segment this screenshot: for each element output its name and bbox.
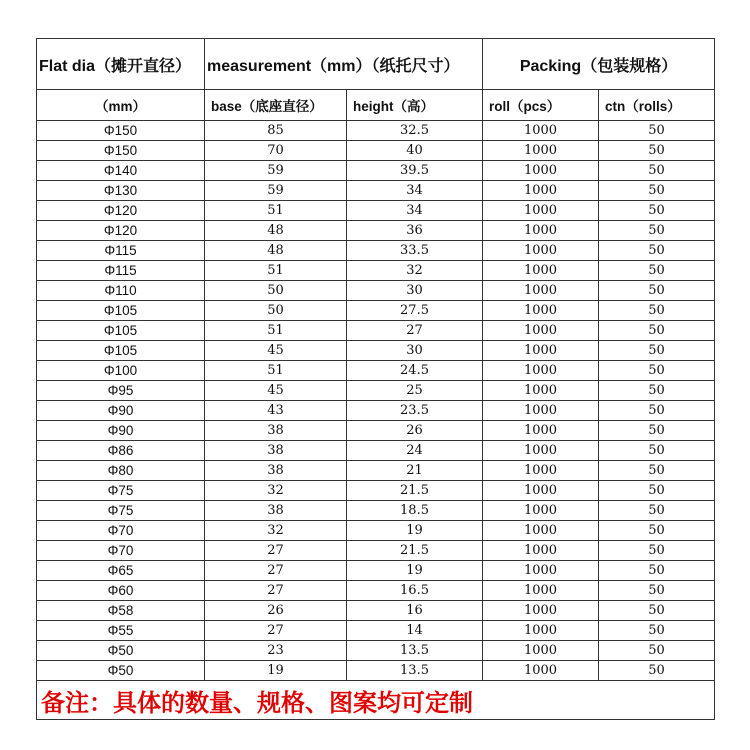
roll-cell: 1000 bbox=[483, 301, 599, 321]
height-cell: 34 bbox=[347, 181, 483, 201]
ctn-cell: 50 bbox=[599, 481, 715, 501]
height-cell: 30 bbox=[347, 281, 483, 301]
dia-cell: Φ95 bbox=[37, 381, 205, 401]
ctn-cell: 50 bbox=[599, 381, 715, 401]
custom-note: 备注：具体的数量、规格、图案均可定制 bbox=[37, 681, 715, 720]
table-row bbox=[37, 361, 715, 381]
ctn-cell: 50 bbox=[599, 601, 715, 621]
roll-cell: 1000 bbox=[483, 201, 599, 221]
height-cell: 13.5 bbox=[347, 641, 483, 661]
roll-cell: 1000 bbox=[483, 161, 599, 181]
roll-cell: 1000 bbox=[483, 581, 599, 601]
base-cell: 26 bbox=[205, 601, 347, 621]
height-cell: 21.5 bbox=[347, 541, 483, 561]
roll-cell: 1000 bbox=[483, 541, 599, 561]
ctn-cell: 50 bbox=[599, 421, 715, 441]
roll-cell: 1000 bbox=[483, 221, 599, 241]
ctn-cell: 50 bbox=[599, 401, 715, 421]
base-cell: 32 bbox=[205, 521, 347, 541]
table-row bbox=[37, 241, 715, 261]
base-cell: 50 bbox=[205, 281, 347, 301]
base-cell: 48 bbox=[205, 241, 347, 261]
height-cell: 30 bbox=[347, 341, 483, 361]
table-row bbox=[37, 481, 715, 501]
height-cell: 33.5 bbox=[347, 241, 483, 261]
dia-cell: Φ55 bbox=[37, 621, 205, 641]
roll-cell: 1000 bbox=[483, 441, 599, 461]
ctn-cell: 50 bbox=[599, 161, 715, 181]
roll-cell: 1000 bbox=[483, 661, 599, 681]
dia-cell: Φ105 bbox=[37, 341, 205, 361]
base-cell: 59 bbox=[205, 181, 347, 201]
dia-cell: Φ50 bbox=[37, 661, 205, 681]
height-cell: 32 bbox=[347, 261, 483, 281]
base-cell: 51 bbox=[205, 261, 347, 281]
dia-cell: Φ110 bbox=[37, 281, 205, 301]
table-row bbox=[37, 281, 715, 301]
roll-cell: 1000 bbox=[483, 601, 599, 621]
base-cell: 45 bbox=[205, 381, 347, 401]
table-row bbox=[37, 341, 715, 361]
ctn-cell: 50 bbox=[599, 341, 715, 361]
header-roll: roll（pcs） bbox=[483, 90, 599, 121]
base-cell: 38 bbox=[205, 421, 347, 441]
header-flat-dia: Flat dia（摊开直径） bbox=[37, 39, 205, 90]
roll-cell: 1000 bbox=[483, 321, 599, 341]
height-cell: 19 bbox=[347, 521, 483, 541]
dia-cell: Φ75 bbox=[37, 481, 205, 501]
base-cell: 85 bbox=[205, 121, 347, 141]
table-row bbox=[37, 121, 715, 141]
base-cell: 32 bbox=[205, 481, 347, 501]
base-cell: 27 bbox=[205, 581, 347, 601]
ctn-cell: 50 bbox=[599, 361, 715, 381]
height-cell: 16.5 bbox=[347, 581, 483, 601]
table-row bbox=[37, 561, 715, 581]
height-cell: 13.5 bbox=[347, 661, 483, 681]
roll-cell: 1000 bbox=[483, 341, 599, 361]
header-unit: （mm） bbox=[37, 90, 205, 121]
ctn-cell: 50 bbox=[599, 621, 715, 641]
base-cell: 38 bbox=[205, 441, 347, 461]
roll-cell: 1000 bbox=[483, 241, 599, 261]
height-cell: 14 bbox=[347, 621, 483, 641]
table-row bbox=[37, 421, 715, 441]
height-cell: 34 bbox=[347, 201, 483, 221]
ctn-cell: 50 bbox=[599, 181, 715, 201]
height-cell: 25 bbox=[347, 381, 483, 401]
roll-cell: 1000 bbox=[483, 561, 599, 581]
spec-table bbox=[36, 38, 715, 720]
base-cell: 70 bbox=[205, 141, 347, 161]
base-cell: 27 bbox=[205, 541, 347, 561]
dia-cell: Φ70 bbox=[37, 541, 205, 561]
dia-cell: Φ65 bbox=[37, 561, 205, 581]
table-row bbox=[37, 261, 715, 281]
table-row bbox=[37, 581, 715, 601]
header-row-primary bbox=[37, 39, 715, 90]
base-cell: 50 bbox=[205, 301, 347, 321]
base-cell: 23 bbox=[205, 641, 347, 661]
dia-cell: Φ80 bbox=[37, 461, 205, 481]
table-row bbox=[37, 501, 715, 521]
table-row bbox=[37, 441, 715, 461]
ctn-cell: 50 bbox=[599, 301, 715, 321]
ctn-cell: 50 bbox=[599, 501, 715, 521]
dia-cell: Φ100 bbox=[37, 361, 205, 381]
table-row bbox=[37, 461, 715, 481]
ctn-cell: 50 bbox=[599, 321, 715, 341]
dia-cell: Φ90 bbox=[37, 401, 205, 421]
roll-cell: 1000 bbox=[483, 361, 599, 381]
height-cell: 21 bbox=[347, 461, 483, 481]
base-cell: 38 bbox=[205, 461, 347, 481]
header-base: base（底座直径） bbox=[205, 90, 347, 121]
ctn-cell: 50 bbox=[599, 581, 715, 601]
table-row bbox=[37, 141, 715, 161]
dia-cell: Φ130 bbox=[37, 181, 205, 201]
roll-cell: 1000 bbox=[483, 481, 599, 501]
table-row bbox=[37, 661, 715, 681]
header-measurement: measurement（mm）（纸托尺寸） bbox=[205, 39, 483, 90]
height-cell: 24.5 bbox=[347, 361, 483, 381]
table-row bbox=[37, 181, 715, 201]
dia-cell: Φ120 bbox=[37, 201, 205, 221]
base-cell: 51 bbox=[205, 201, 347, 221]
table-row bbox=[37, 641, 715, 661]
table-row bbox=[37, 301, 715, 321]
dia-cell: Φ90 bbox=[37, 421, 205, 441]
base-cell: 59 bbox=[205, 161, 347, 181]
dia-cell: Φ58 bbox=[37, 601, 205, 621]
height-cell: 24 bbox=[347, 441, 483, 461]
dia-cell: Φ75 bbox=[37, 501, 205, 521]
dia-cell: Φ60 bbox=[37, 581, 205, 601]
base-cell: 19 bbox=[205, 661, 347, 681]
ctn-cell: 50 bbox=[599, 121, 715, 141]
dia-cell: Φ120 bbox=[37, 221, 205, 241]
roll-cell: 1000 bbox=[483, 381, 599, 401]
base-cell: 51 bbox=[205, 321, 347, 341]
table-row bbox=[37, 201, 715, 221]
dia-cell: Φ86 bbox=[37, 441, 205, 461]
roll-cell: 1000 bbox=[483, 501, 599, 521]
dia-cell: Φ140 bbox=[37, 161, 205, 181]
roll-cell: 1000 bbox=[483, 621, 599, 641]
header-height: height（高） bbox=[347, 90, 483, 121]
roll-cell: 1000 bbox=[483, 401, 599, 421]
roll-cell: 1000 bbox=[483, 181, 599, 201]
table-row bbox=[37, 621, 715, 641]
base-cell: 48 bbox=[205, 221, 347, 241]
spec-sheet bbox=[36, 38, 714, 720]
dia-cell: Φ115 bbox=[37, 241, 205, 261]
height-cell: 39.5 bbox=[347, 161, 483, 181]
roll-cell: 1000 bbox=[483, 281, 599, 301]
height-cell: 26 bbox=[347, 421, 483, 441]
base-cell: 27 bbox=[205, 561, 347, 581]
ctn-cell: 50 bbox=[599, 281, 715, 301]
table-row bbox=[37, 161, 715, 181]
ctn-cell: 50 bbox=[599, 661, 715, 681]
dia-cell: Φ50 bbox=[37, 641, 205, 661]
base-cell: 51 bbox=[205, 361, 347, 381]
height-cell: 40 bbox=[347, 141, 483, 161]
table-row bbox=[37, 401, 715, 421]
dia-cell: Φ115 bbox=[37, 261, 205, 281]
height-cell: 19 bbox=[347, 561, 483, 581]
height-cell: 21.5 bbox=[347, 481, 483, 501]
ctn-cell: 50 bbox=[599, 441, 715, 461]
roll-cell: 1000 bbox=[483, 421, 599, 441]
height-cell: 36 bbox=[347, 221, 483, 241]
height-cell: 16 bbox=[347, 601, 483, 621]
height-cell: 27 bbox=[347, 321, 483, 341]
ctn-cell: 50 bbox=[599, 241, 715, 261]
ctn-cell: 50 bbox=[599, 461, 715, 481]
dia-cell: Φ150 bbox=[37, 121, 205, 141]
dia-cell: Φ105 bbox=[37, 301, 205, 321]
dia-cell: Φ150 bbox=[37, 141, 205, 161]
table-row bbox=[37, 321, 715, 341]
height-cell: 27.5 bbox=[347, 301, 483, 321]
header-row-secondary bbox=[37, 90, 715, 121]
roll-cell: 1000 bbox=[483, 261, 599, 281]
base-cell: 45 bbox=[205, 341, 347, 361]
ctn-cell: 50 bbox=[599, 521, 715, 541]
note-row bbox=[37, 681, 715, 720]
base-cell: 38 bbox=[205, 501, 347, 521]
roll-cell: 1000 bbox=[483, 141, 599, 161]
roll-cell: 1000 bbox=[483, 461, 599, 481]
table-row bbox=[37, 541, 715, 561]
roll-cell: 1000 bbox=[483, 121, 599, 141]
roll-cell: 1000 bbox=[483, 521, 599, 541]
dia-cell: Φ105 bbox=[37, 321, 205, 341]
header-ctn: ctn（rolls） bbox=[599, 90, 715, 121]
ctn-cell: 50 bbox=[599, 641, 715, 661]
dia-cell: Φ70 bbox=[37, 521, 205, 541]
ctn-cell: 50 bbox=[599, 541, 715, 561]
header-packing: Packing（包装规格） bbox=[483, 39, 715, 90]
base-cell: 27 bbox=[205, 621, 347, 641]
table-row bbox=[37, 521, 715, 541]
table-row bbox=[37, 601, 715, 621]
table-row bbox=[37, 381, 715, 401]
ctn-cell: 50 bbox=[599, 201, 715, 221]
roll-cell: 1000 bbox=[483, 641, 599, 661]
table-row bbox=[37, 221, 715, 241]
height-cell: 23.5 bbox=[347, 401, 483, 421]
height-cell: 18.5 bbox=[347, 501, 483, 521]
ctn-cell: 50 bbox=[599, 261, 715, 281]
height-cell: 32.5 bbox=[347, 121, 483, 141]
ctn-cell: 50 bbox=[599, 561, 715, 581]
ctn-cell: 50 bbox=[599, 221, 715, 241]
base-cell: 43 bbox=[205, 401, 347, 421]
ctn-cell: 50 bbox=[599, 141, 715, 161]
